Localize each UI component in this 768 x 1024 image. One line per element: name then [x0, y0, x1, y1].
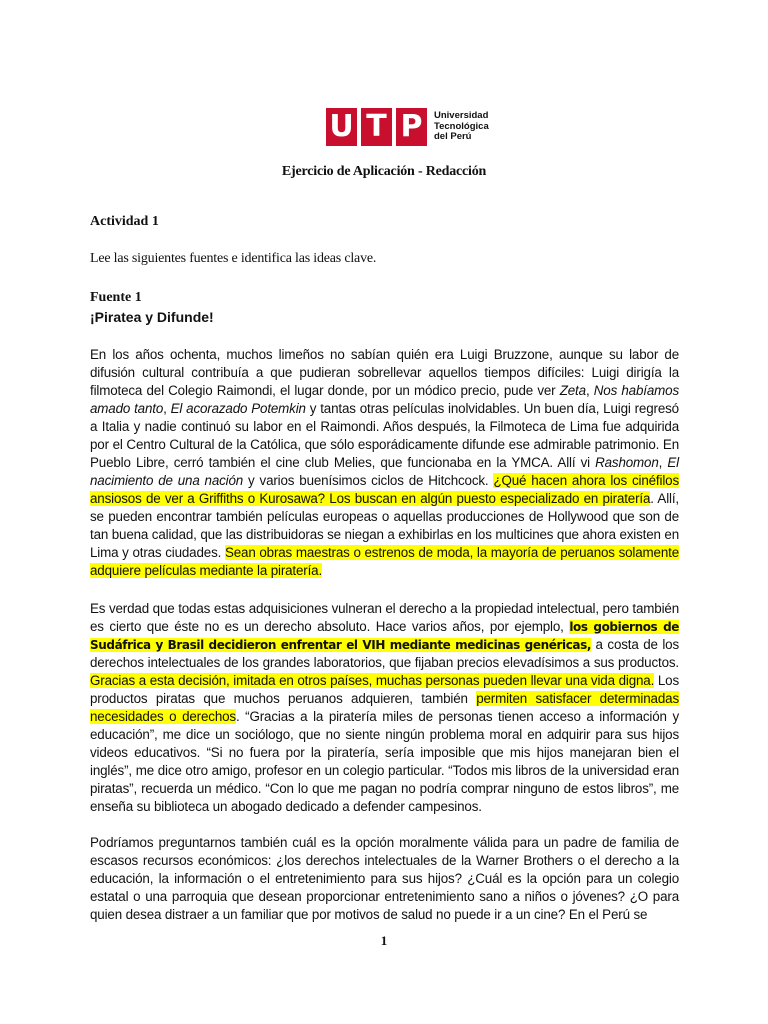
highlighted-text: ¿Qué hacen ahora los cinéfilos ansiosos de ver a Griffiths o Kurosawa? Los buscan en algún puesto especializado en piratería	[90, 473, 679, 506]
italic-title: Zeta	[559, 383, 586, 398]
text-run: Los productos piratas que muchos peruanos adquieren, también	[90, 673, 679, 706]
logo-line-2: Tecnológica	[434, 120, 489, 132]
italic-title: El nacimiento de una nación	[90, 455, 679, 488]
highlighted-bold-text: los gobiernos de Sudáfrica y Brasil decidieron enfrentar el VIH mediante medicinas genéricas,	[90, 620, 679, 652]
text-run: y varios buenísimos ciclos de Hitchcock.	[243, 473, 494, 488]
logo-letter-u: U	[326, 108, 357, 146]
paragraph-3	[90, 834, 679, 924]
page-number: 1	[380, 933, 388, 948]
italic-title: Nos habíamos amado tanto	[90, 383, 679, 416]
text-run: ,	[658, 455, 668, 470]
text-run: ,	[585, 383, 594, 398]
highlighted-text: Gracias a esta decisión, imitada en otros países, muchas personas pueden llevar una vida digna.	[90, 673, 655, 688]
paragraph-2	[90, 600, 679, 816]
text-run: Podríamos preguntarnos también cuál es la opción moralmente válida para un padre de familia de escasos recursos económicos: ¿los derechos intelectuales de la Warner Brothers o el derecho a la educación, la información o el entretenimiento para sus hijos? ¿Cuál es la opción para un colegio estatal o una parroquia que desean proporcionar entretenimiento sano a niños o jóvenes? ¿O para quien desea distraer a un familiar que por motivos de salud no puede ir a un cine? En el Perú se	[90, 835, 679, 922]
text-run: . “Gracias a la piratería miles de personas tienen acceso a información y educación”, me dice un sociólogo, que no siente ningún problema moral en adquirir para sus hijos videos educativos. “Si no fuera por la piratería, sería imposible que mis hijos manejaran bien el inglés”, me dice otro amigo, profesor en un colegio particular. “Todos mis libros de la universidad eran piratas”, recuerda un médico. “Con lo que me pagan no podría comprar ninguno de estos libros”, me enseña su biblioteca un abogado dedicado a defender campesinos.	[90, 709, 680, 814]
article-title: ¡Piratea y Difunde!	[90, 309, 214, 325]
text-run: ,	[163, 401, 171, 416]
logo-university-name	[434, 111, 489, 143]
logo-letter-p: P	[396, 108, 427, 146]
text-run: y tantas otras películas inolvidables. Un buen día, Luigi regresó a Italia y nadie continuó su labor en el Raimondi. Años después, la Filmoteca de Lima fue adquirida por el Centro Cultural de la Católica, que sólo esporádicamente difunde ese admirable patrimonio. En Pueblo Libre, cerró también el cine club Melies, que funcionaba en la YMCA. Allí vi	[90, 401, 679, 470]
source-heading: Fuente 1	[90, 290, 142, 305]
text-run: . Allí, se pueden encontrar también películas europeas o aquellas producciones de Hollywood que son de tan buena calidad, que las distribuidoras se niegan a exhibirlas en los multicines que ahora existen en Lima y otras ciudades.	[90, 491, 680, 560]
logo-letter-t: T	[361, 108, 392, 146]
text-run: Es verdad que todas estas adquisiciones vulneran el derecho a la propiedad intelectual, pero también es cierto que éste no es un derecho absoluto. Hace varios años, por ejemplo,	[90, 601, 679, 634]
italic-title: El acorazado Potemkin	[170, 401, 306, 416]
logo-line-1: Universidad	[434, 110, 489, 122]
highlighted-text: Sean obras maestras o estrenos de moda, la mayoría de peruanos solamente adquiere películas mediante la piratería.	[90, 545, 680, 578]
activity-heading: Actividad 1	[90, 214, 159, 229]
utp-logo	[326, 108, 489, 146]
document-title: Ejercicio de Aplicación - Redacción	[281, 164, 487, 179]
paragraph-1	[90, 346, 679, 580]
italic-title: Rashomon	[595, 455, 659, 470]
highlighted-text: permiten satisfacer determinadas necesidades o derechos	[90, 691, 679, 724]
instruction-text: Lee las siguientes fuentes e identifica las ideas clave.	[90, 251, 377, 266]
logo-line-3: del Perú	[434, 131, 472, 143]
text-run: En los años ochenta, muchos limeños no sabían quién era Luigi Bruzzone, aunque su labor de difusión cultural contribuía a que pudieran sobrellevar aquellos tiempos difíciles: Luigi dirigía la filmoteca del Colegio Raimondi, el lugar donde, por un módico precio, pude ver	[90, 347, 679, 398]
text-run: a costa de los derechos intelectuales de los grandes laboratorios, que fijaban precios elevadísimos a sus productos.	[90, 637, 679, 670]
